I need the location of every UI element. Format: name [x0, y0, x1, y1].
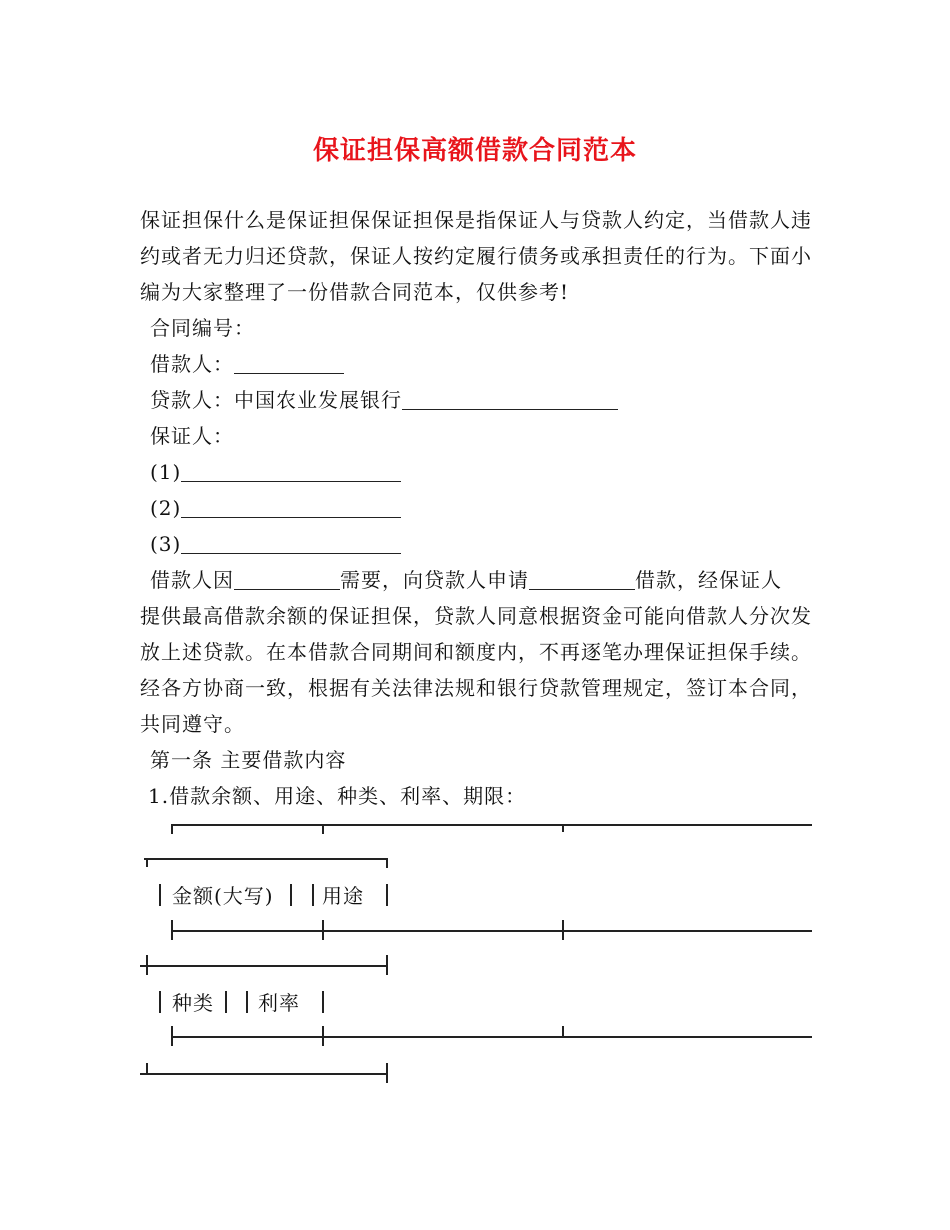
borrower-blank	[234, 349, 344, 374]
cell-purpose: 用途	[322, 884, 364, 908]
table-tick	[322, 1026, 324, 1046]
table-tick	[171, 1026, 173, 1046]
page-title: 保证担保高额借款合同范本	[312, 136, 637, 166]
cell-amount: 金额(大写)	[172, 884, 274, 908]
borrower-label: 借款人：	[150, 352, 234, 376]
guarantor-line	[150, 418, 234, 454]
article-1-heading: 第一条 主要借款内容	[150, 748, 347, 772]
table-border	[322, 991, 324, 1013]
guarantor-2-blank	[181, 493, 401, 518]
guarantor-label: 保证人：	[150, 424, 234, 448]
table-border	[386, 884, 388, 906]
table-tick	[386, 858, 388, 868]
table-rule	[140, 965, 388, 967]
cell-rate: 利率	[258, 991, 300, 1015]
contract-number-label: 合同编号：	[150, 316, 255, 340]
table-tick	[171, 920, 173, 940]
lender-label: 贷款人：中国农业发展银行	[150, 388, 402, 412]
body-part1: 借款人因	[150, 568, 234, 592]
table-tick	[386, 1063, 388, 1083]
guarantor-3-line	[150, 526, 401, 562]
contract-number-line	[150, 310, 255, 346]
table-border	[225, 991, 227, 1013]
borrower-line	[150, 346, 344, 382]
lender-line	[150, 382, 618, 418]
body-part2: 需要，向贷款人申请	[340, 568, 529, 592]
table-rule	[172, 1036, 812, 1038]
table-tick	[146, 858, 148, 867]
cell-type: 种类	[172, 991, 214, 1015]
guarantor-3-label: (3)	[150, 532, 182, 556]
lender-blank	[402, 385, 618, 410]
body-part3: 借款，经保证人	[635, 568, 782, 592]
table-rule	[140, 1073, 388, 1075]
table-border	[159, 884, 161, 906]
table-tick	[146, 955, 148, 975]
intro-paragraph: 保证担保什么是保证担保保证担保是指保证人与贷款人约定，当借款人违约或者无力归还贷款，保证人按约定履行债务或承担责任的行为。下面小编为大家整理了一份借款合同范本，仅供参考!	[140, 208, 812, 304]
table-rule	[172, 930, 812, 932]
table-tick	[562, 824, 564, 832]
table-tick	[146, 1063, 148, 1073]
body-paragraph: 提供最高借款余额的保证担保，贷款人同意根据资金可能向借款人分次发放上述贷款。在本借款合同期间和额度内，不再逐笔办理保证担保手续。经各方协商一致，根据有关法律法规和银行贷款管理规定，签订本合同，共同遵守。	[140, 604, 812, 736]
amount-blank	[529, 565, 635, 590]
guarantor-2-label: (2)	[150, 496, 182, 520]
table-rule	[144, 858, 388, 860]
item-1-heading: 1.借款余额、用途、种类、利率、期限：	[148, 784, 527, 808]
table-border	[246, 991, 248, 1013]
guarantor-1-blank	[181, 457, 401, 482]
table-tick	[171, 824, 173, 834]
guarantor-2-line	[150, 490, 401, 526]
table-tick	[322, 920, 324, 940]
table-border	[312, 884, 314, 906]
body-first-line	[150, 562, 782, 598]
table-tick	[386, 955, 388, 975]
table-tick	[322, 824, 324, 834]
guarantor-1-label: (1)	[150, 460, 182, 484]
purpose-blank	[234, 565, 340, 590]
table-rule	[172, 824, 812, 826]
table-border	[159, 991, 161, 1013]
guarantor-3-blank	[181, 529, 401, 554]
table-tick	[562, 920, 564, 940]
table-tick	[562, 1026, 564, 1036]
guarantor-1-line	[150, 454, 401, 490]
table-border	[290, 884, 292, 906]
